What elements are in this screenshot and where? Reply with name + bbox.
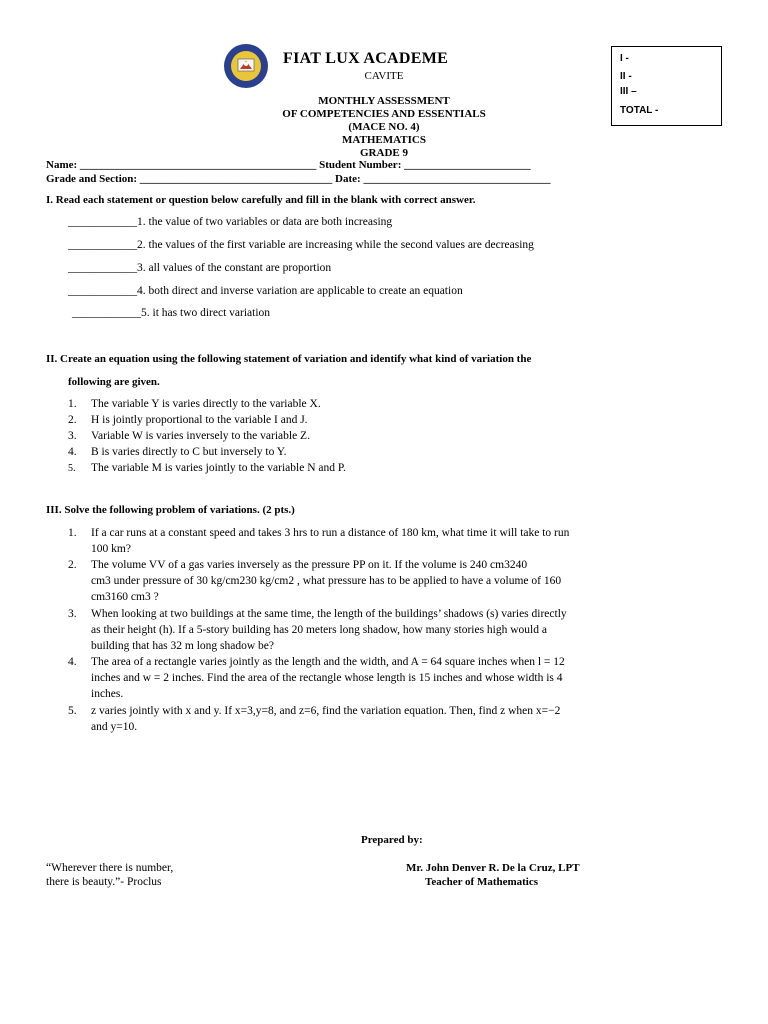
doc-title-line-1: MONTHLY ASSESSMENT bbox=[318, 95, 450, 107]
part1-item-5: ____________5. it has two direct variation bbox=[72, 307, 271, 319]
quote-line-1: “Wherever there is number, bbox=[46, 862, 174, 874]
part3-item-1-line-2: 100 km? bbox=[91, 543, 131, 555]
part3-num-1: 1. bbox=[68, 527, 77, 539]
part3-num-3: 3. bbox=[68, 608, 77, 620]
doc-title-line-3: (MACE NO. 4) bbox=[348, 121, 420, 133]
part3-item-3-line-3: building that has 32 m long shadow be? bbox=[91, 640, 275, 652]
part3-item-3-line-2: as their height (h). If a 5-story building has 20 meters long shadow, how many stories high would a bbox=[91, 624, 547, 636]
part2-item-3: Variable W is varies inversely to the variable Z. bbox=[91, 430, 310, 442]
part3-title: III. Solve the following problem of variations. (2 pts.) bbox=[46, 504, 295, 516]
part2-num-5: 5. bbox=[68, 463, 76, 474]
part3-item-2-line-2: cm3 under pressure of 30 kg/cm230 kg/cm2 , what pressure has to be applied to have a volume of 160 bbox=[91, 575, 562, 587]
part3-num-5: 5. bbox=[68, 705, 77, 717]
part2-num-3: 3. bbox=[68, 430, 77, 442]
part2-item-1: The variable Y is varies directly to the variable X. bbox=[91, 398, 321, 410]
part3-num-4: 4. bbox=[68, 656, 77, 668]
school-location: CAVITE bbox=[364, 70, 404, 82]
name-field-line[interactable]: Name: ___________________________________________ Student Number: _______________________ bbox=[46, 159, 531, 171]
score-row-1: I - bbox=[620, 53, 629, 64]
quote-line-2: there is beauty.”- Proclus bbox=[46, 876, 162, 888]
part3-item-4-line-1: The area of a rectangle varies jointly as the length and the width, and A = 64 square inches when l = 12 bbox=[91, 656, 565, 668]
part3-item-4-line-2: inches and w = 2 inches. Find the area of the rectangle whose length is 15 inches and whose width is 4 bbox=[91, 672, 563, 684]
part2-num-4: 4. bbox=[68, 446, 77, 458]
part2-title-line-1: II. Create an equation using the following statement of variation and identify what kind of variation the bbox=[46, 353, 532, 365]
part3-item-2-line-3: cm3160 cm3 ? bbox=[91, 591, 159, 603]
part1-title: I. Read each statement or question below carefully and fill in the blank with correct answer. bbox=[46, 194, 476, 206]
prepared-by-label: Prepared by: bbox=[361, 834, 423, 846]
score-row-total: TOTAL - bbox=[620, 105, 659, 116]
part3-item-2-line-1: The volume VV of a gas varies inversely as the pressure PP on it. If the volume is 240 cm3240 bbox=[91, 559, 528, 571]
part3-item-3-line-1: When looking at two buildings at the same time, the length of the buildings’ shadows (s) varies directly bbox=[91, 608, 567, 620]
doc-title-line-5: GRADE 9 bbox=[360, 147, 408, 159]
teacher-name: Mr. John Denver R. De la Cruz, LPT bbox=[406, 862, 580, 874]
teacher-title: Teacher of Mathematics bbox=[425, 876, 539, 888]
part1-item-2: ____________2. the values of the first variable are increasing while the second values are decreasing bbox=[68, 239, 534, 251]
part2-item-4: B is varies directly to C but inversely to Y. bbox=[91, 446, 287, 458]
part3-item-1-line-1: If a car runs at a constant speed and takes 3 hrs to run a distance of 180 km, what time it will take to run bbox=[91, 527, 570, 539]
doc-title-line-2: OF COMPETENCIES AND ESSENTIALS bbox=[282, 108, 486, 120]
grade-field-line[interactable]: Grade and Section: ___________________________________ Date: __________________________________ bbox=[46, 173, 551, 185]
part3-item-4-line-3: inches. bbox=[91, 688, 124, 700]
school-logo bbox=[216, 42, 280, 90]
part2-num-2: 2. bbox=[68, 414, 77, 426]
doc-title-line-4: MATHEMATICS bbox=[342, 134, 426, 146]
part2-item-2: H is jointly proportional to the variable I and J. bbox=[91, 414, 308, 426]
school-name: FIAT LUX ACADEME bbox=[283, 50, 449, 67]
part3-item-5-line-2: and y=10. bbox=[91, 721, 138, 733]
score-row-3: III – bbox=[620, 86, 637, 97]
part3-num-2: 2. bbox=[68, 559, 77, 571]
part2-item-5: The variable M is varies jointly to the variable N and P. bbox=[91, 462, 346, 474]
part2-num-1: 1. bbox=[68, 398, 77, 410]
part2-title-line-2: following are given. bbox=[68, 376, 160, 388]
part1-item-4: ____________4. both direct and inverse variation are applicable to create an equation bbox=[68, 285, 463, 297]
score-box bbox=[611, 46, 722, 126]
score-row-2: II - bbox=[620, 71, 632, 82]
part3-item-5-line-1: z varies jointly with x and y. If x=3,y=8, and z=6, find the variation equation. Then, find z when x=−2 bbox=[91, 705, 561, 717]
part1-item-1: ____________1. the value of two variables or data are both increasing bbox=[68, 216, 393, 228]
part1-item-3: ____________3. all values of the constant are proportion bbox=[68, 262, 332, 274]
